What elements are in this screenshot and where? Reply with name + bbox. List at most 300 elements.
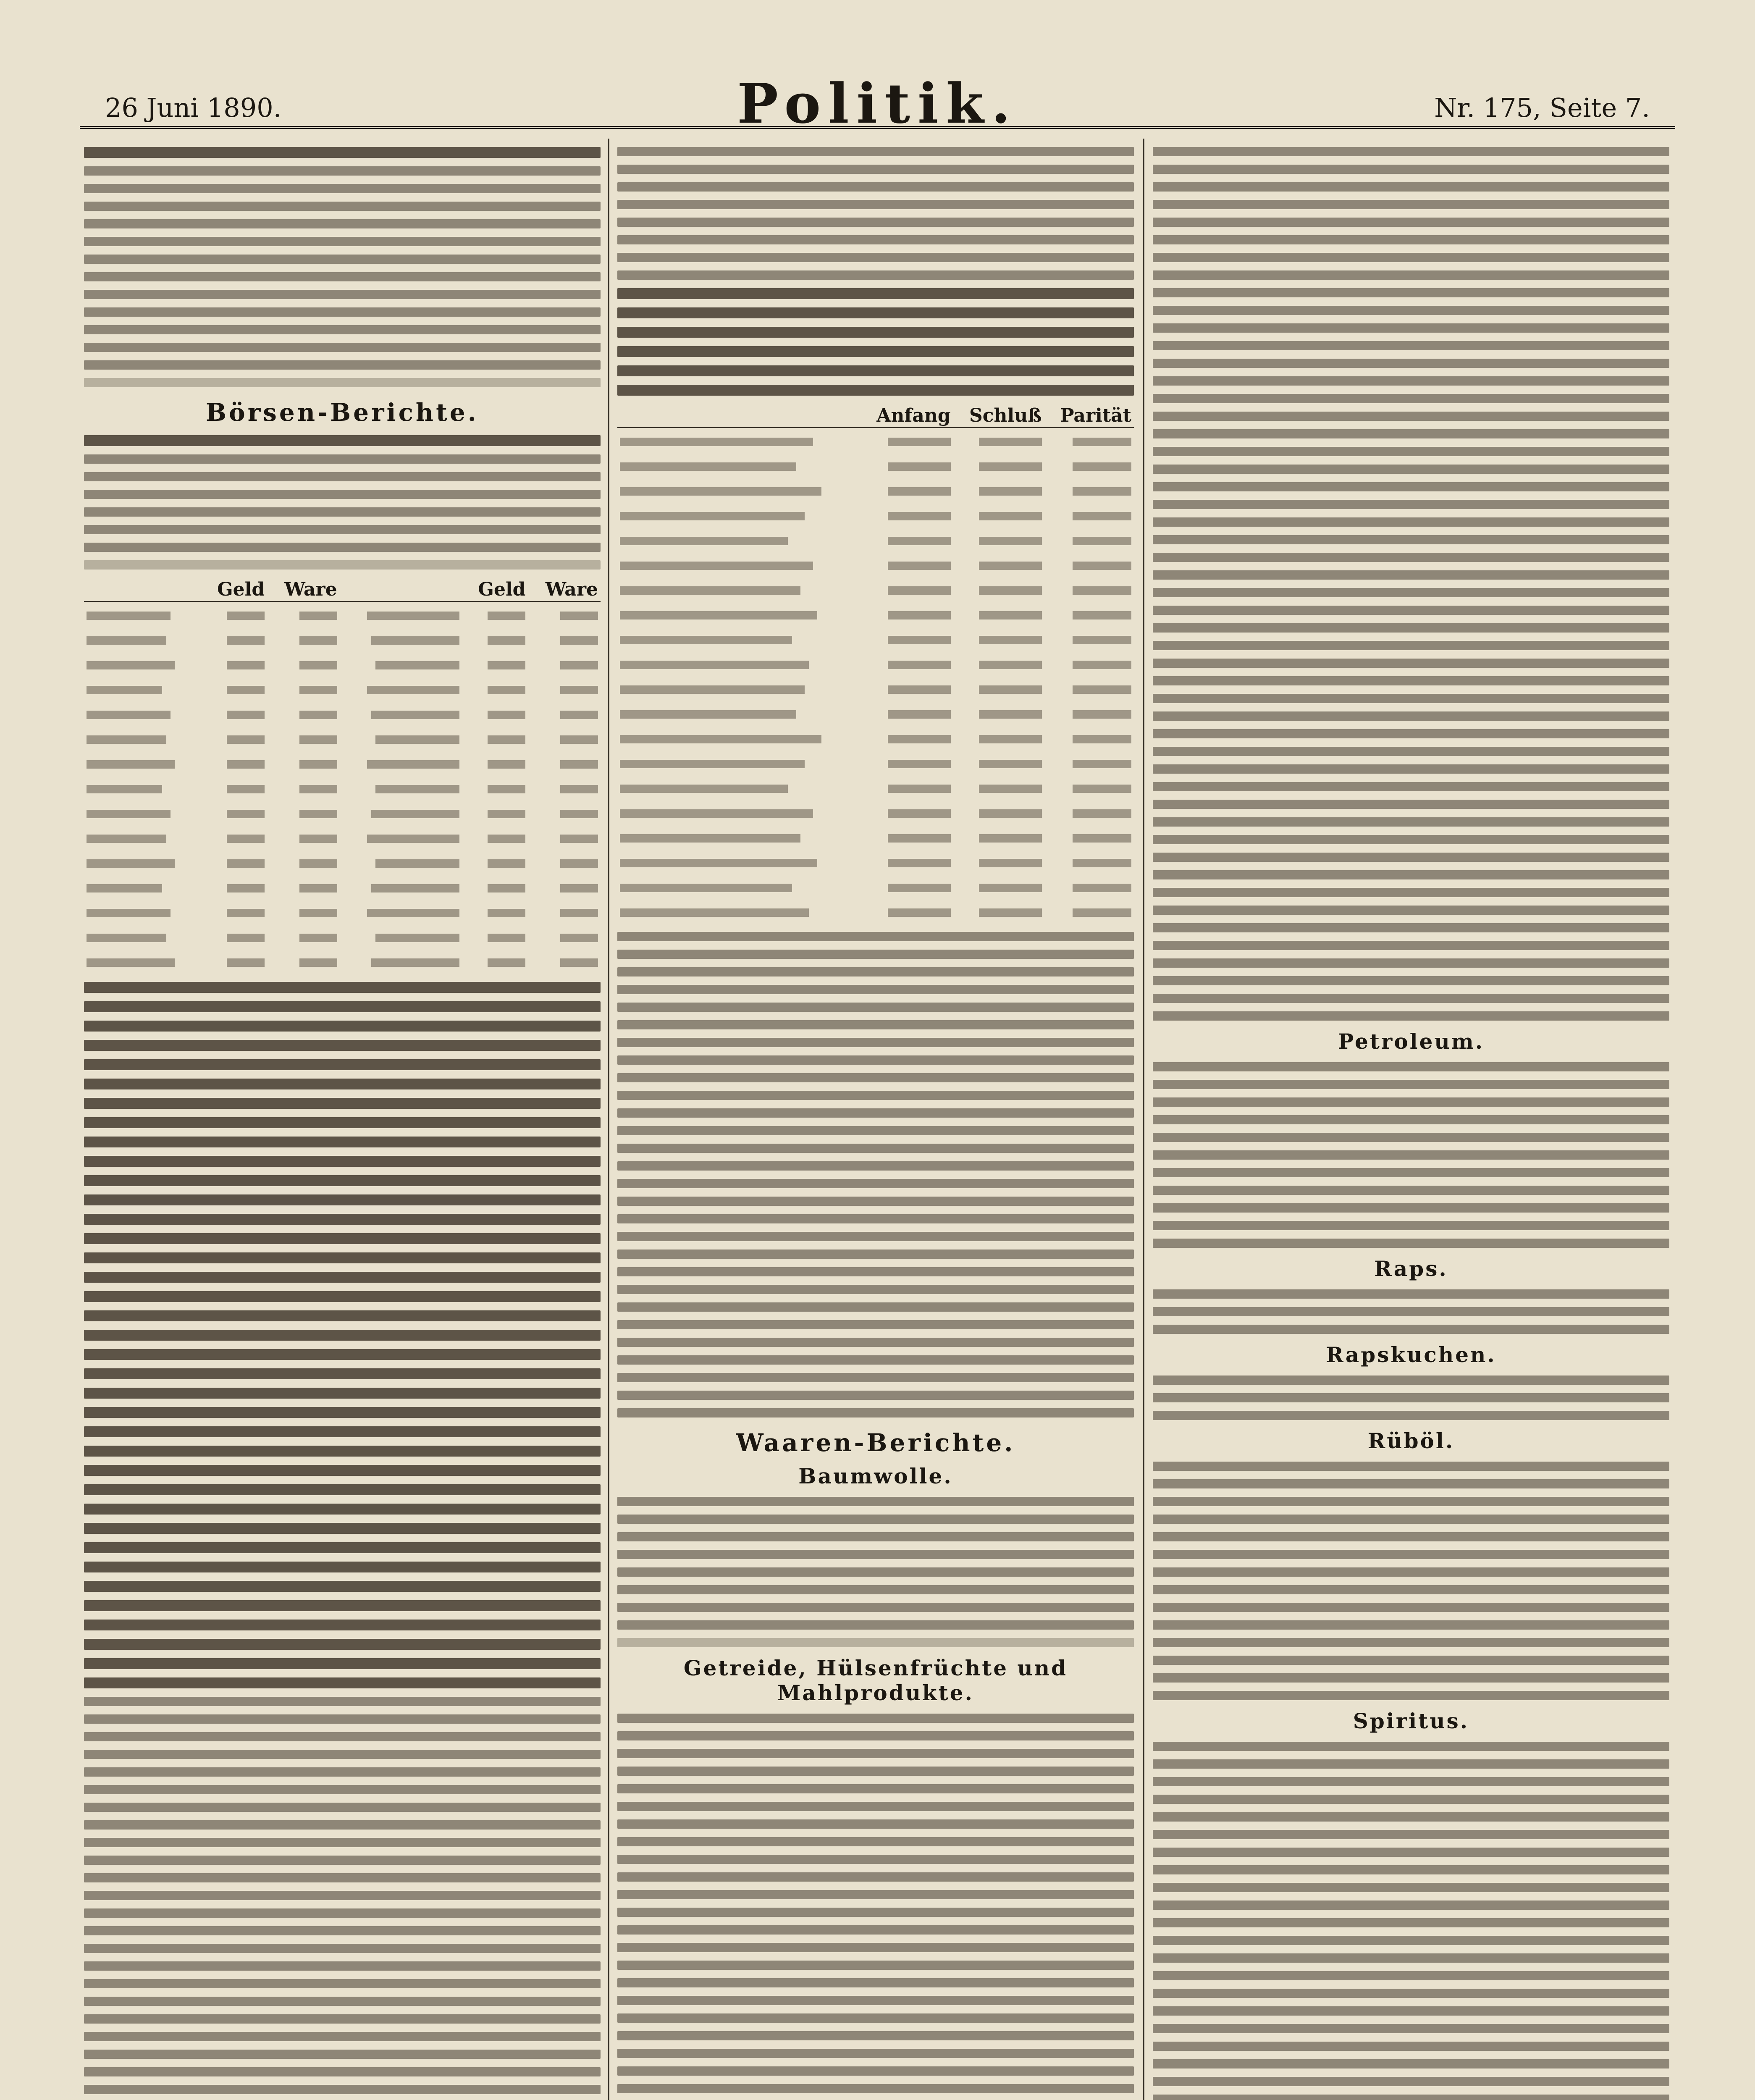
text-line <box>84 1194 601 1205</box>
text-line <box>84 378 601 387</box>
text-line <box>84 1838 601 1847</box>
table-row <box>617 750 1134 775</box>
text-line <box>84 982 601 993</box>
text-line <box>84 1310 601 1321</box>
section-boersen-berichte: Börsen-Berichte. <box>206 398 479 427</box>
text-line <box>1153 1795 1669 1804</box>
text-line <box>617 1020 1134 1029</box>
text-line <box>84 1620 601 1630</box>
text-line <box>617 2049 1134 2058</box>
table-header-cell: Schluß <box>953 404 1044 428</box>
text-line <box>84 1407 601 1418</box>
text-line <box>617 967 1134 976</box>
text-line <box>1153 270 1669 280</box>
text-line <box>617 1179 1134 1188</box>
text-line <box>84 1908 601 1918</box>
table-row <box>617 701 1134 725</box>
text-line <box>617 2066 1134 2076</box>
header-title: Politik. <box>737 71 1018 136</box>
text-line <box>617 1802 1134 1811</box>
column-2 <box>617 139 1134 2100</box>
text-line <box>84 1059 601 1070</box>
text-line <box>1153 1479 1669 1488</box>
text-line <box>84 1750 601 1759</box>
text-line <box>84 1997 601 2006</box>
text-line <box>1153 747 1669 756</box>
text-line <box>84 166 601 176</box>
article-petroleum <box>1153 1062 1669 1248</box>
text-line <box>84 472 601 481</box>
text-line <box>84 2085 601 2094</box>
text-line <box>84 1658 601 1669</box>
subsection-spiritus: Spiritus. <box>1353 1709 1469 1733</box>
text-line <box>1153 941 1669 950</box>
text-line <box>617 1355 1134 1365</box>
table-header-cell <box>617 404 860 428</box>
article-getreide <box>617 1714 1134 2100</box>
table-row <box>84 726 601 751</box>
subsection-getreide: Getreide, Hülsenfrüchte und Mahlprodukte. <box>683 1656 1068 1705</box>
text-line <box>1153 835 1669 844</box>
text-line <box>84 1465 601 1476</box>
text-line <box>1153 394 1669 403</box>
text-line <box>84 1040 601 1051</box>
text-line <box>1153 1532 1669 1541</box>
text-line <box>84 184 601 193</box>
text-line <box>1153 147 1669 156</box>
text-line <box>617 385 1134 396</box>
text-line <box>617 1819 1134 1829</box>
text-line <box>84 1944 601 1953</box>
text-line <box>1153 553 1669 562</box>
text-line <box>617 1749 1134 1758</box>
text-line <box>617 1925 1134 1935</box>
text-line <box>1153 694 1669 703</box>
text-line <box>1153 588 1669 597</box>
text-line <box>1153 782 1669 791</box>
text-line <box>84 290 601 299</box>
header-date: 26 Juni 1890. <box>105 92 282 123</box>
text-line <box>1153 1186 1669 1195</box>
text-line <box>1153 447 1669 456</box>
text-line <box>617 1872 1134 1882</box>
text-line <box>617 165 1134 174</box>
text-line <box>617 1055 1134 1065</box>
table-row <box>617 577 1134 601</box>
article-continued-industrie <box>617 147 1134 396</box>
text-line <box>1153 1289 1669 1299</box>
text-line <box>84 1446 601 1457</box>
table-row <box>617 651 1134 676</box>
text-line <box>617 1620 1134 1630</box>
table-row <box>84 627 601 651</box>
table-row <box>84 676 601 701</box>
text-line <box>1153 1376 1669 1385</box>
text-line <box>617 253 1134 262</box>
text-line <box>84 1368 601 1379</box>
text-line <box>1153 2006 1669 2016</box>
table-row <box>84 651 601 676</box>
text-line <box>1153 1515 1669 1524</box>
table-row <box>84 775 601 800</box>
text-line <box>1153 182 1669 192</box>
text-line <box>1153 1221 1669 1230</box>
prague-stock-table <box>84 578 601 974</box>
text-line <box>1153 958 1669 968</box>
text-line <box>617 1567 1134 1577</box>
text-line <box>1153 1115 1669 1124</box>
section-waaren-berichte: Waaren-Berichte. <box>736 1428 1015 1457</box>
text-line <box>1153 800 1669 809</box>
table-header-cell <box>84 578 201 601</box>
text-line <box>617 1108 1134 1118</box>
text-line <box>617 1638 1134 1647</box>
text-line <box>617 2031 1134 2040</box>
text-line <box>1153 288 1669 297</box>
table-row <box>617 800 1134 824</box>
text-line <box>84 1873 601 1882</box>
text-line <box>1153 165 1669 174</box>
table-row <box>617 502 1134 527</box>
text-line <box>617 1232 1134 1241</box>
text-line <box>1153 376 1669 386</box>
text-line <box>1153 517 1669 527</box>
text-line <box>1153 1603 1669 1612</box>
table-row <box>617 478 1134 502</box>
text-line <box>1153 1462 1669 1471</box>
text-line <box>1153 676 1669 685</box>
text-line <box>84 1156 601 1167</box>
text-line <box>617 1250 1134 1259</box>
text-line <box>1153 817 1669 827</box>
text-line <box>84 1820 601 1830</box>
text-line <box>1153 1673 1669 1683</box>
text-line <box>617 1408 1134 1418</box>
text-line <box>84 1856 601 1865</box>
text-line <box>1153 341 1669 350</box>
text-line <box>84 2067 601 2076</box>
text-line <box>1153 1883 1669 1892</box>
text-line <box>1153 1585 1669 1594</box>
text-line <box>617 1784 1134 1793</box>
text-line <box>617 1302 1134 1312</box>
text-line <box>1153 1638 1669 1647</box>
text-line <box>617 365 1134 376</box>
text-line <box>84 525 601 534</box>
text-line <box>1153 1097 1669 1107</box>
text-line <box>84 1252 601 1263</box>
text-line <box>617 1073 1134 1082</box>
text-line <box>1153 1656 1669 1665</box>
text-line <box>1153 1830 1669 1839</box>
article-wien-market <box>84 982 601 1688</box>
table-row <box>617 824 1134 849</box>
text-line <box>84 560 601 570</box>
text-line <box>84 1484 601 1495</box>
column-rule-1 <box>608 139 609 2100</box>
text-line <box>1153 1203 1669 1213</box>
table-header-cell: Geld <box>201 578 267 601</box>
text-line <box>84 255 601 264</box>
text-line <box>1153 1865 1669 1874</box>
table-row <box>84 924 601 949</box>
text-line <box>1153 465 1669 474</box>
text-line <box>1153 1742 1669 1751</box>
column-rule-2 <box>1143 139 1144 2100</box>
text-line <box>1153 235 1669 244</box>
table-row <box>84 751 601 775</box>
text-line <box>84 147 601 158</box>
text-line <box>84 1272 601 1283</box>
table-row <box>84 899 601 924</box>
text-line <box>1153 1150 1669 1160</box>
text-line <box>1153 2024 1669 2033</box>
table-row <box>617 899 1134 924</box>
text-line <box>617 1338 1134 1347</box>
text-line <box>84 1785 601 1794</box>
text-line <box>84 1732 601 1741</box>
text-line <box>617 1391 1134 1400</box>
article-kaffee-continued <box>1153 147 1669 1021</box>
text-line <box>617 1943 1134 1952</box>
text-line <box>1153 200 1669 209</box>
text-line <box>1153 641 1669 650</box>
text-line <box>1153 359 1669 368</box>
column-1 <box>84 139 601 2100</box>
text-line <box>1153 253 1669 262</box>
text-line <box>84 1001 601 1012</box>
text-line <box>1153 1011 1669 1021</box>
text-line <box>1153 1080 1669 1089</box>
berlin-stock-table <box>617 404 1134 924</box>
text-line <box>617 1890 1134 1899</box>
text-line <box>1153 1953 1669 1963</box>
text-line <box>84 1926 601 1935</box>
text-line <box>1153 729 1669 738</box>
text-line <box>1153 1620 1669 1630</box>
text-line <box>617 1837 1134 1846</box>
text-line <box>1153 1777 1669 1786</box>
text-line <box>84 507 601 517</box>
text-line <box>1153 218 1669 227</box>
text-line <box>1153 1691 1669 1700</box>
text-line <box>617 932 1134 941</box>
text-line <box>617 235 1134 244</box>
text-line <box>84 2014 601 2024</box>
table-row <box>617 601 1134 626</box>
text-line <box>84 1523 601 1534</box>
article-foreign-exchanges <box>617 932 1134 1418</box>
text-line <box>1153 870 1669 879</box>
text-line <box>617 950 1134 959</box>
table-row <box>617 775 1134 800</box>
text-line <box>617 1320 1134 1329</box>
subsection-petroleum: Petroleum. <box>1338 1029 1485 1054</box>
text-line <box>84 1175 601 1186</box>
text-line <box>1153 606 1669 615</box>
text-line <box>1153 1307 1669 1316</box>
text-line <box>84 360 601 370</box>
text-line <box>617 147 1134 156</box>
table-row <box>84 949 601 974</box>
text-line <box>617 1003 1134 1012</box>
text-line <box>84 1714 601 1724</box>
text-line <box>1153 1550 1669 1559</box>
text-line <box>617 1267 1134 1276</box>
text-line <box>617 288 1134 299</box>
text-line <box>1153 1393 1669 1402</box>
text-line <box>1153 1900 1669 1910</box>
text-line <box>1153 1989 1669 1998</box>
text-line <box>84 1891 601 1900</box>
table-row <box>617 676 1134 701</box>
text-line <box>1153 764 1669 774</box>
text-line <box>1153 623 1669 633</box>
table-row <box>617 874 1134 899</box>
table-row <box>617 552 1134 577</box>
text-line <box>1153 1918 1669 1927</box>
text-line <box>617 1161 1134 1171</box>
text-line <box>617 1550 1134 1559</box>
text-line <box>84 1426 601 1437</box>
subsection-raps: Raps. <box>1374 1256 1448 1281</box>
text-line <box>617 1373 1134 1382</box>
text-line <box>617 1285 1134 1294</box>
text-line <box>617 327 1134 338</box>
text-line <box>84 1388 601 1399</box>
text-line <box>617 1515 1134 1524</box>
text-line <box>84 1233 601 1244</box>
text-line <box>617 307 1134 318</box>
article-spiritus <box>1153 1742 1669 2100</box>
text-line <box>617 1497 1134 1506</box>
text-line <box>84 1767 601 1777</box>
subsection-rapskuchen: Rapskuchen. <box>1326 1342 1496 1367</box>
table-row <box>617 527 1134 552</box>
text-line <box>617 1996 1134 2005</box>
text-line <box>617 985 1134 994</box>
text-line <box>84 1117 601 1128</box>
table-row <box>84 874 601 899</box>
header-issue: Nr. 175, Seite 7. <box>1434 92 1650 123</box>
text-line <box>617 1585 1134 1594</box>
table-header-cell: Ware <box>267 578 340 601</box>
text-line <box>1153 1239 1669 1248</box>
text-line <box>1153 659 1669 668</box>
text-line <box>1153 1497 1669 1506</box>
subsection-rueboel: Rüböl. <box>1367 1428 1455 1453</box>
article-baumwolle <box>617 1497 1134 1647</box>
text-line <box>84 1803 601 1812</box>
text-line <box>1153 1567 1669 1577</box>
text-line <box>84 435 601 446</box>
article-ruebenstand <box>84 147 601 387</box>
text-line <box>1153 535 1669 544</box>
text-line <box>1153 2059 1669 2068</box>
text-line <box>84 343 601 352</box>
text-line <box>84 1504 601 1515</box>
text-line <box>617 1961 1134 1970</box>
text-line <box>84 1542 601 1553</box>
text-line <box>84 1697 601 1706</box>
text-line <box>84 307 601 317</box>
text-line <box>1153 853 1669 862</box>
article-rapskuchen <box>1153 1376 1669 1420</box>
text-line <box>1153 323 1669 333</box>
text-line <box>617 2084 1134 2093</box>
article-prager-boerse <box>84 435 601 570</box>
text-line <box>84 325 601 334</box>
text-line <box>617 182 1134 192</box>
table-row <box>617 849 1134 874</box>
text-line <box>84 1291 601 1302</box>
text-line <box>617 218 1134 227</box>
article-rueboel <box>1153 1462 1669 1700</box>
text-line <box>617 1767 1134 1776</box>
text-line <box>617 1714 1134 1723</box>
text-line <box>617 1731 1134 1740</box>
text-line <box>1153 1812 1669 1822</box>
text-line <box>1153 1168 1669 1177</box>
table-header-cell: Ware <box>528 578 601 601</box>
text-line <box>1153 500 1669 509</box>
text-line <box>1153 2077 1669 2086</box>
text-line <box>84 1562 601 1572</box>
text-line <box>1153 994 1669 1003</box>
table-header-cell: Anfang <box>860 404 953 428</box>
text-line <box>84 1214 601 1225</box>
text-line <box>1153 1133 1669 1142</box>
text-line <box>84 1330 601 1341</box>
table-header-cell: Geld <box>462 578 528 601</box>
table-row <box>84 850 601 874</box>
text-line <box>617 1908 1134 1917</box>
article-raps <box>1153 1289 1669 1334</box>
text-line <box>1153 429 1669 438</box>
text-line <box>84 490 601 499</box>
text-line <box>1153 923 1669 932</box>
text-line <box>1153 1936 1669 1945</box>
text-line <box>617 1091 1134 1100</box>
text-line <box>617 1197 1134 1206</box>
text-line <box>84 454 601 464</box>
text-line <box>617 1214 1134 1223</box>
text-line <box>84 1961 601 1971</box>
text-line <box>84 202 601 211</box>
text-line <box>1153 1971 1669 1980</box>
text-line <box>1153 888 1669 897</box>
text-line <box>1153 976 1669 985</box>
subsection-baumwolle: Baumwolle. <box>798 1464 953 1488</box>
text-line <box>1153 412 1669 421</box>
text-line <box>84 1581 601 1592</box>
page-header <box>80 63 1675 136</box>
text-line <box>617 270 1134 280</box>
text-line <box>84 543 601 552</box>
text-line <box>617 1126 1134 1135</box>
text-line <box>84 272 601 281</box>
text-line <box>1153 570 1669 580</box>
text-line <box>617 346 1134 357</box>
text-line <box>1153 1062 1669 1071</box>
text-line <box>84 1639 601 1650</box>
table-row <box>617 428 1134 453</box>
text-line <box>84 2032 601 2041</box>
text-line <box>617 1532 1134 1541</box>
table-row <box>84 800 601 825</box>
table-row <box>617 725 1134 750</box>
text-line <box>84 1600 601 1611</box>
